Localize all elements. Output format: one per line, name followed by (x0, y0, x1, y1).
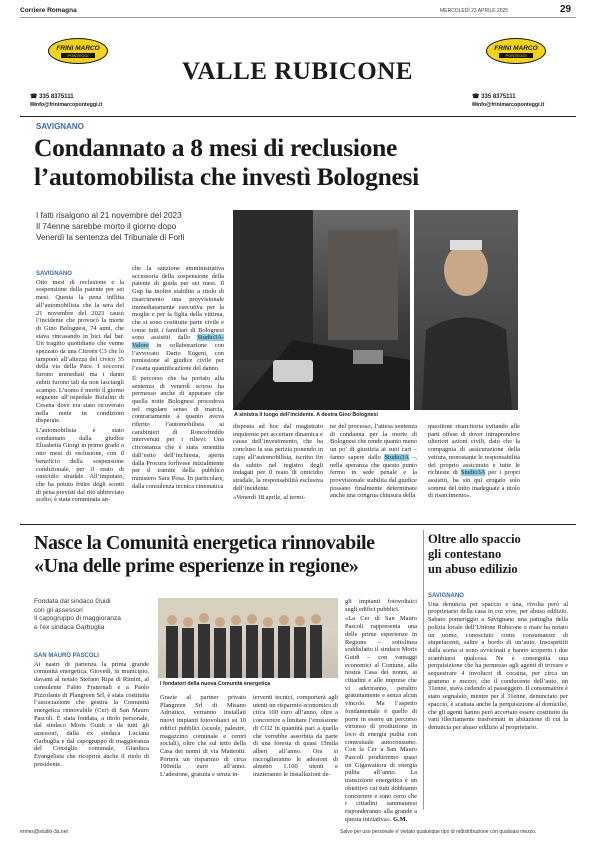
paragraph-part: questione risarcitoria evitando alle parti offese di dover intraprendere ulteriori azioni civili, dato che la compagnia di assicurazione della vettura, nonostante le responsabilità del proprio assicurato e tutte le richieste di (428, 423, 520, 477)
article2-col2 (160, 694, 246, 781)
paragraph: terventi tecnici, comporterà agli utenti un risparmio economico di circa 100 euro all’anno, oltre a concorrere a limitare l’emissione di CO2 in quantità pari a quella che verrebbe assorbita da parte di una foresta di quasi 15mila alberi all’anno. Ora si raccoglieranno le adesioni di almeno 1.100 utenti e inizieranno le installazioni de- (253, 694, 338, 779)
ad-brand: FRINI MARCO (56, 45, 100, 52)
founders-group-photo (158, 598, 338, 678)
article1-col2 (132, 265, 224, 492)
deck-line: I fatti risalgono al 21 novembre del 2023 (36, 211, 182, 220)
article2-col4 (345, 598, 417, 825)
dateline: SAVIGNANO (428, 593, 464, 599)
headline-line: Oltre allo spaccio (428, 532, 521, 546)
paragraph: Il percorso che ha portato alla sentenza di venerdì scorso ha permesso anche di appurare che quella notte Bolognesi procedeva nel regolare senso di marcia, contrariamente a quanto aveva riferito l’automobilista ai carabinieri di Roncofreddo intervenuti per i rilievi. Una circostanza che è stata smentita dall’esito dell’inchiesta, aperta dalla Procura forlivese inizialmente per il tramite della pubblico ministero Sara Posa. In particolare, dalla consulenza tecnica cinematica (132, 374, 224, 490)
article1-deck (36, 210, 236, 243)
publication-name: Corriere Romagna (20, 7, 77, 14)
article3-headline (428, 532, 576, 577)
phone-icon: ☎ (472, 94, 480, 100)
page-number: 29 (560, 4, 572, 15)
founders-group-drawing (158, 598, 338, 678)
headline-line: Nasce la Comunità energetica rinnovabile (34, 532, 375, 554)
deck-line: e l’ex sindaca Garbuglia (34, 623, 105, 631)
deck-line: con gli assessori (34, 606, 83, 614)
highlighted-name: Studio3A (460, 469, 486, 477)
header-rule (20, 17, 576, 18)
issue-date: MERCOLEDÌ 23 APRILE 2025 (440, 8, 509, 14)
paragraph: gli impianti fotovoltaici sugli edifici pubblici. (345, 598, 417, 613)
phone-icon: ☎ (30, 94, 38, 100)
paragraph: disposta ad hoc dal magistrato inquirente per accertare dinamica e cause dell’investimento, che ha concluso la sua perizia ponendo in capo all’automobilista, iscritto fin da subito nel registro degli indagati per il reato di omicidio stradale, la responsabilità esclusiva dell’incidente. (233, 423, 323, 492)
sidebar-divider (423, 530, 424, 810)
victim-portrait-drawing (414, 210, 518, 410)
article3-body (428, 592, 568, 734)
article-divider (20, 524, 576, 525)
highlighted-name: Studio3A-Valore (132, 334, 224, 350)
article1-col3 (233, 423, 323, 504)
headline-line: «Una delle prime esperienze in regione» (34, 555, 359, 577)
paragraph: Otto mesi di reclusione e la sospensione della patente per sei mesi. Questa la pena inflitta all’automobilista che la sera del 21 novembre del 2023 causò l’incidente che provocò la morte di Gino Bolognesi, 74 anni, che stava rincasando in bici dal bar. Un tragitto quotidiano che venne spezzato da una Citroën C3 che lo tamponò all’altezza del civico 35 della via della Pace. I soccorsi furono immediati ma i danni subiti furono tali da non lasciargli scampo. L’uomo è morto il giorno seguente all’ospedale Bufalini di Cesena dove era stato ricoverato nella notte in condizioni disperate. (36, 278, 124, 425)
signature: G.M. (393, 815, 408, 823)
highlighted-name: Studio3A (384, 453, 409, 461)
headline-line: gli contestano (428, 547, 502, 561)
article2-deck (34, 598, 149, 632)
ad-email (472, 102, 544, 108)
deck-line: Il 74enne sarebbe morto il giorno dopo (36, 222, 177, 231)
article1-col4 (330, 423, 417, 502)
paragraph: Una denuncia per spaccio e una, rivolta però al proprietario della casa in cui vive, per abuso edilizio. Sabato pomeriggio a Savignano una pattuglia della polizia locale dell’Unione Rubicone e mare ha notato un uomo, conosciuto come consumatore di stupefacenti, salire a bordo di un’auto. Insospettiti dalla scena si sono avvicinati e hanno scoperto i due scambiarsi qualcosa. Ne è conseguita una perquisizione che ha permesso agli agenti di trovare e sequestrare 4 involucri di cocaina, per circa un grammo e mezzo, che il conducente dell’auto, un 31enne, stava cedendo al passeggero. Il consumatore è stato segnalato, mentre per il 31enne, denunciato per spaccio, è scattata anche la perquisizione al domicilio, che gli agenti hanno però accertato essere costituito da vani illecitamente trasformati in abitazione di cui la denuncia per abuso edilizio al proprietario. (428, 600, 568, 731)
ad-phone (30, 93, 74, 100)
accident-scene-photo (233, 210, 410, 410)
paragraph-part: –, nella speranza che questo punto fermo in sede penale e la provvisionale stabilita dal giudice possano finalmente determinare anche una congrua chiusura della (330, 453, 417, 500)
deck-line: Venerdì la sentenza del Tribunale di Forlì (36, 233, 185, 242)
section-rule (20, 116, 576, 117)
headline-line: Condannato a 8 mesi di reclusione (34, 133, 397, 162)
paragraph: Grazie al partner privato Plangreen Srl di Misano Adriatico, verranno installati nuovi impianti fotovoltaici su 10 edifici pubblici (scuole, palestre, magazzino comunale e centri sociali), oltre che sul tetto della Casa dei nonni di via Matteotti. Porterà un risparmio di circa 100mila euro all’anno. L’adesione, gratuita e senza in- (160, 694, 246, 779)
article1-headline (34, 133, 574, 191)
ad-left (30, 38, 125, 108)
footer-disclaimer: Salvo per uso personale e' vietato qualunque tipo di redistribuzione con qualsiasi mezzo. (340, 829, 537, 835)
article2-headline (34, 532, 414, 578)
paragraph-part: ne del processo, l’attesa sentenza di condanna per la morte di Bolognesi che rende quanto meno un po’ di giustizia ai suoi cari – fanno sapere dallo (330, 423, 417, 461)
ad-sub: PONTEGGI (499, 53, 533, 58)
paragraph: Ai nastri di partenza la prima grande comunità energetica. Giovedì, in municipio, davanti al notaio Stefano Ripa di Rimini, al consulente Fabio Fraternali e a Paolo Pizzolante di Plangreen Srl, è stata costituita l’associazione che gestirà la Comunità energetica rinnovabile (Cer) di San Mauro Pascoli. È stata fondata, a titolo personale, dal sindaco Moris Guidi e da tutti gli assessori, dalla ex sindaca Luciana Garbuglia e dal capogruppo di maggioranza del Consiglio comunale, Gianluca Evangelista che ricoprirà anche il ruolo di presidente. (34, 660, 149, 768)
article1-col5 (428, 423, 520, 502)
ad-email (30, 102, 102, 108)
ad-phone-number: 335 8375111 (39, 94, 74, 100)
mail-icon: ✉ (472, 102, 477, 108)
footer-email: ermes@studio-3a.net (20, 829, 68, 835)
ad-logo (486, 38, 546, 64)
mail-icon: ✉ (30, 102, 35, 108)
article2-col1 (34, 652, 149, 771)
paragraph-part: per i propri assistiti, ha sin qui erogato solo somme del tutto inadeguate a titolo di risarcimento». (428, 469, 520, 500)
ad-email-text: info@frinimarcoponteggi.it (34, 102, 103, 108)
dateline: SAVIGNANO (36, 271, 72, 277)
ad-logo (48, 38, 108, 64)
headline-line: un abuso edilizio (428, 562, 518, 576)
paragraph-part: in collaborazione con l’avvocato Dario Eugeni, con remissione al giudice civile per l’esatta quantificazione del danno. (132, 342, 224, 373)
ad-brand: FRINI MARCO (494, 45, 538, 52)
section-title: VALLE RUBICONE (182, 58, 413, 85)
victim-portrait-photo (414, 210, 518, 410)
article2-col3 (253, 694, 338, 781)
paragraph: L’automobilista è stato condannato dalla giudice Elisabetta Giorgi in primo grado a otto mesi di reclusione, con il beneficio della sospensione condizionale, per il reato di omicidio stradale. All’imputato, che ha potuto fruire degli sconti di pena previsti dal rito abbreviato scelto, è stata comminata an- (36, 427, 124, 504)
article1-photo-caption: A sinistra il luogo dell’incidente. A destra Gino Bolognesi (234, 412, 378, 418)
ad-right (472, 38, 572, 108)
article1-kicker: SAVIGNANO (36, 122, 84, 131)
headline-line: l’automobilista che investì Bolognesi (34, 162, 419, 191)
deck-line: Fondata dal sindaco Guidi (34, 598, 111, 605)
ad-phone (472, 93, 516, 100)
article2-photo-caption: I fondatori della nuova Comunità energetica (160, 681, 271, 687)
ad-sub: PONTEGGI (61, 53, 95, 58)
paragraph-part: che la sanzione amministrativa accessoria della sospensione della patente di guida per sei mesi. Il Gup ha inoltre stabilito a titolo di risarcimento una provvisionale immediatamente esecutiva per la moglie e per la figlia della vittima, che si sono costituite parte civile e come tutti i familiari di Bolognesi sono assistiti dallo (132, 265, 224, 342)
ad-email-text: info@frinimarcoponteggi.it (476, 102, 545, 108)
ad-phone-number: 335 8375111 (481, 94, 516, 100)
paragraph: «Venerdì 18 aprile, al termi- (233, 494, 306, 502)
article1-col1 (36, 270, 124, 506)
accident-scene-drawing (233, 210, 410, 410)
dateline: SAN MAURO PASCOLI (34, 653, 99, 659)
deck-line: Il capogruppo di maggioranza (34, 615, 121, 622)
paragraph: «La Cer di San Mauro Pascoli rappresenta una delle prime esperienze in Regione – sottolinea soddisfatto il sindaco Moris Guidi – con vantaggi economici al Comune, alla nostra Casa dei nonni, ai cittadini e alle imprese che vi aderiranno, peraltro gratuitamente e senza alcun vincolo. Ma l’aspetto fondamentale è quello di porre in essere un percorso virtuoso di produzione in loco di energia pulita con contestuale autoconsumo. Con la Cer a San Mauro Pascoli produrremo quasi un Gigawattora di energia pulita all’anno. La transizione energetica è un obiettivo cui tutti dobbiamo concorrere e sono certo che i cittadini sammauresi risponderanno alla grande a questa iniziativa». (345, 615, 417, 823)
